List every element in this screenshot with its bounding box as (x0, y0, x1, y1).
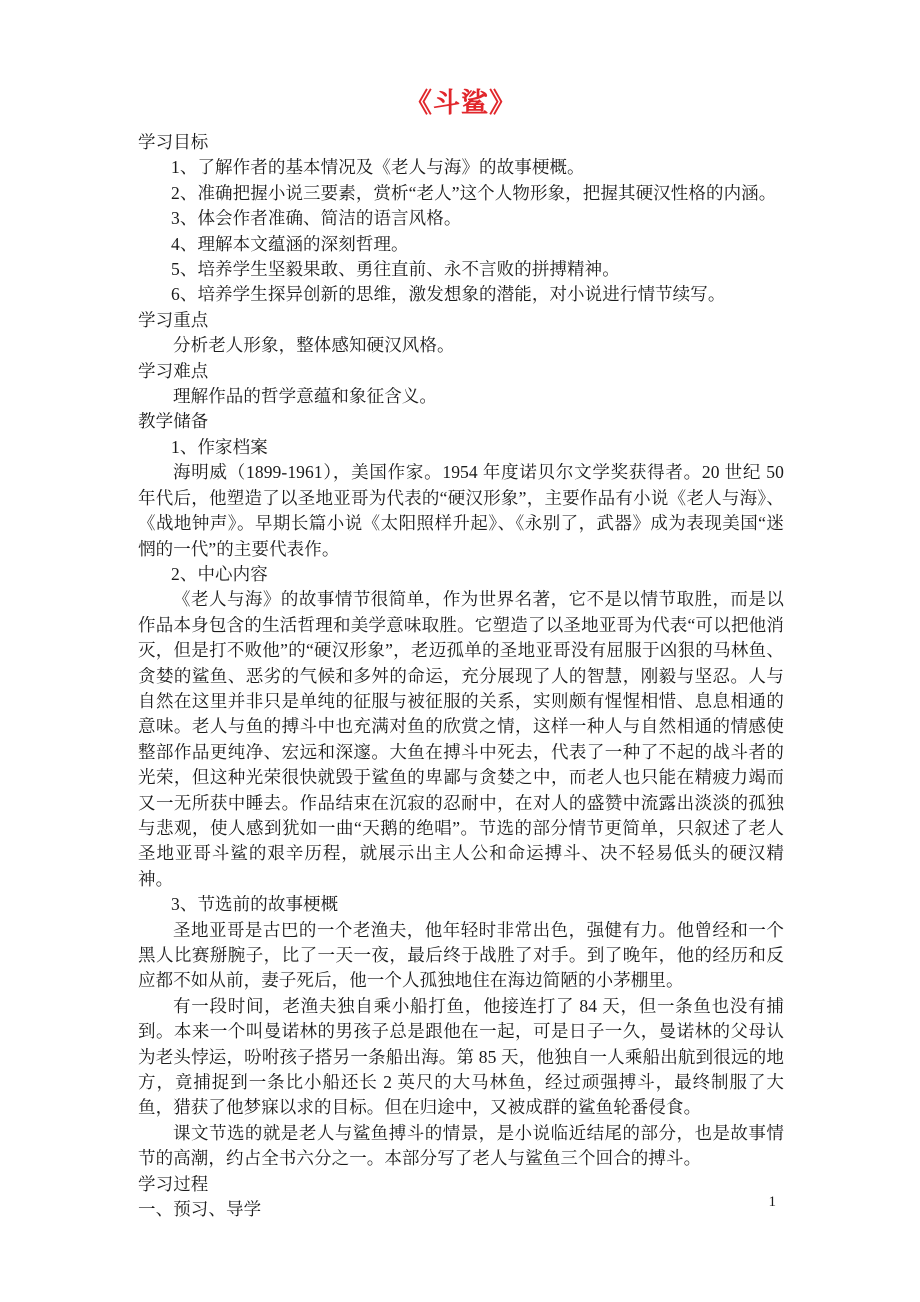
objective-item-1: 1、了解作者的基本情况及《老人与海》的故事梗概。 (171, 157, 585, 178)
process-step-1: 一、预习、导学 (138, 1199, 262, 1220)
preparation-item-3-label: 3、节选前的故事梗概 (171, 894, 339, 915)
section-heading-difficulties: 学习难点 (138, 360, 209, 381)
objective-item-5: 5、培养学生坚毅果敢、勇往直前、永不言败的拼搏精神。 (171, 259, 620, 280)
preparation-item-3-paragraph-2: 有一段时间，老渔夫独自乘小船打鱼，他接连打了 84 天，但一条鱼也没有捕到。本来一个叫曼诺林的男孩子总是跟他在一起，可是日子一久，曼诺林的父母认为老头悖运，吩咐孩子搭另一条船出海。第 85 天，他独自一人乘船出航到很远的地方，竟捕捉到一条比小船还长 2 英尺的大马林鱼，经过顽强搏斗，最终制服了大鱼，猎获了他梦寐以求的目标。但在归途中，又被成群的鲨鱼轮番侵食。 (138, 995, 784, 1118)
page-title: 《斗鲨》 (405, 88, 517, 118)
page-number: 1 (768, 1194, 776, 1210)
section-heading-objectives: 学习目标 (138, 132, 209, 152)
preparation-item-1-label: 1、作家档案 (171, 436, 268, 457)
difficulties-text: 理解作品的哲学意蕴和象征含义。 (173, 386, 437, 407)
objective-item-4: 4、理解本文蕴涵的深刻哲理。 (171, 233, 409, 254)
preparation-item-3-paragraph-1: 圣地亚哥是古巴的一个老渔夫，他年轻时非常出色，强健有力。他曾经和一个黑人比赛掰腕子，比了一天一夜，最后终于战胜了对手。到了晚年，他的经历和反应都不如从前，妻子死后，他一个人孤独地住在海边简陋的小茅棚里。 (138, 919, 784, 991)
preparation-item-2-label: 2、中心内容 (171, 563, 268, 584)
objective-item-2: 2、准确把握小说三要素，赏析“老人”这个人物形象，把握其硬汉性格的内涵。 (171, 182, 777, 203)
section-heading-key-points: 学习重点 (138, 309, 209, 330)
document-body (138, 86, 784, 1222)
section-heading-process: 学习过程 (138, 1173, 209, 1194)
preparation-item-3-paragraph-3: 课文节选的就是老人与鲨鱼搏斗的情景，是小说临近结尾的部分，也是故事情节的高潮，约占全书六分之一。本部分写了老人与鲨鱼三个回合的搏斗。 (138, 1122, 784, 1169)
section-heading-preparation: 教学储备 (138, 411, 209, 432)
objective-item-6: 6、培养学生探异创新的思维，激发想象的潜能，对小说进行情节续写。 (171, 284, 726, 305)
preparation-item-2-text: 《老人与海》的故事情节很简单，作为世界名著，它不是以情节取胜，而是以作品本身包含的生活哲理和美学意味取胜。它塑造了以圣地亚哥为代表“可以把他消灭，但是打不败他”的“硬汉形象”，老迈孤单的圣地亚哥没有屈服于凶狠的马林鱼、贪婪的鲨鱼、恶劣的气候和多舛的命运，充分展现了人的智慧，刚毅与坚忍。人与自然在这里并非只是单纯的征服与被征服的关系，实则颇有惺惺相惜、息息相通的意味。老人与鱼的搏斗中也充满对鱼的欣赏之情，这样一种人与自然相通的情感使整部作品更纯净、宏远和深邃。大鱼在搏斗中死去，代表了一种了不起的战斗者的光荣，但这种光荣很快就毁于鲨鱼的卑鄙与贪婪之中，而老人也只能在精疲力竭而又一无所获中睡去。作品结束在沉寂的忍耐中，在对人的盛赞中流露出淡淡的孤独与悲观，使人感到犹如一曲“天鹅的绝唱”。节选的部分情节更简单，只叙述了老人圣地亚哥斗鲨的艰辛历程，就展示出主人公和命运搏斗、决不轻易低头的硬汉精神。 (138, 589, 784, 889)
key-points-text: 分析老人形象，整体感知硬汉风格。 (173, 335, 455, 356)
preparation-item-1-text: 海明威（1899-1961），美国作家。1954 年度诺贝尔文学奖获得者。20 世纪 50 年代后，他塑造了以圣地亚哥为代表的“硬汉形象”，主要作品有小说《老人与海》、《战地钟声》。早期长篇小说《太阳照样升起》、《永别了，武器》成为表现美国“迷惘的一代”的主要代表作。 (138, 462, 784, 559)
objective-item-3: 3、体会作者准确、简洁的语言风格。 (171, 208, 462, 229)
